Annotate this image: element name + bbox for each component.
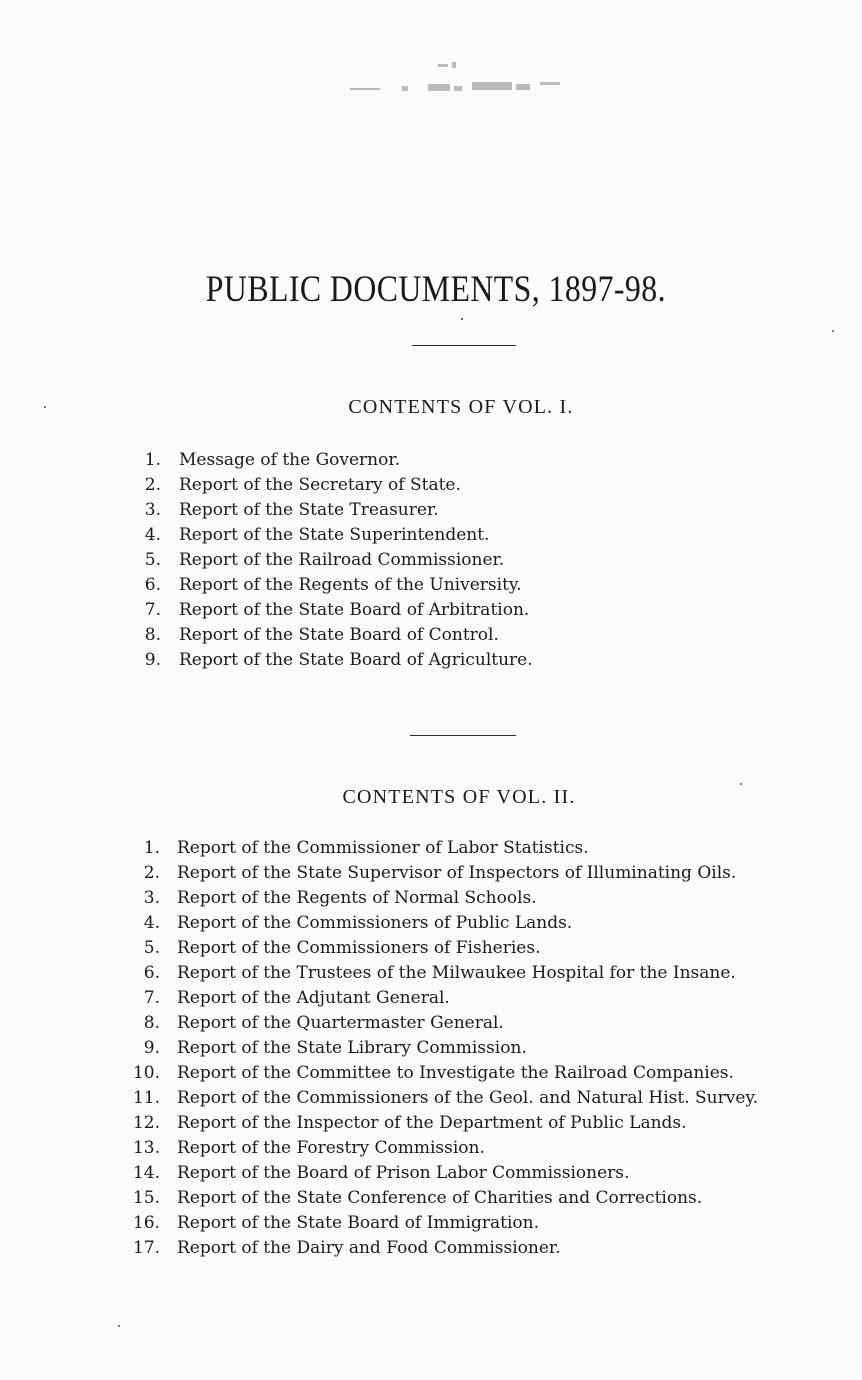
library-stamp-mark [330,62,590,102]
item-text: Report of the State Supervisor of Inspectors of Illuminating Oils. [177,863,737,883]
print-speck [740,783,742,785]
item-number: 11. [132,1088,160,1108]
item-number: 6. [144,575,161,595]
item-number: 3. [144,500,161,520]
item-number: 6. [143,963,160,983]
item-text: Report of the State Superintendent. [179,525,490,545]
item-number: 17. [132,1238,160,1258]
item-text: Report of the Regents of the University. [179,575,522,595]
item-number: 1. [143,838,160,858]
item-text: Report of the Committee to Investigate the Railroad Companies. [177,1063,734,1083]
item-text: Report of the State Board of Immigration. [177,1213,540,1233]
print-speck [44,406,46,408]
item-text: Report of the Inspector of the Department of Public Lands. [177,1113,687,1133]
item-number: 9. [144,650,161,670]
item-text: Report of the State Conference of Charities and Corrections. [177,1188,703,1208]
item-text: Report of the State Board of Control. [179,625,499,645]
item-text: Report of the Commissioners of Public Lands. [177,913,573,933]
item-text: Report of the Trustees of the Milwaukee Hospital for the Insane. [177,963,736,983]
item-number: 5. [144,550,161,570]
item-number: 8. [144,625,161,645]
item-text: Report of the State Board of Arbitration. [179,600,530,620]
print-speck [832,330,834,332]
item-number: 13. [132,1138,160,1158]
item-text: Report of the Quartermaster General. [177,1013,504,1033]
item-number: 4. [144,525,161,545]
item-number: 8. [143,1013,160,1033]
item-text: Report of the Forestry Commission. [177,1138,485,1158]
item-number: 4. [143,913,160,933]
item-text: Report of the Adjutant General. [177,988,450,1008]
item-number: 14. [132,1163,160,1183]
item-number: 12. [132,1113,160,1133]
item-text: Report of the Board of Prison Labor Commissioners. [177,1163,630,1183]
item-text: Report of the Railroad Commissioner. [179,550,505,570]
item-number: 9. [143,1038,160,1058]
item-text: Message of the Governor. [179,450,401,470]
item-number: 2. [144,475,161,495]
item-number: 5. [143,938,160,958]
item-number: 15. [132,1188,160,1208]
volume-1-heading: CONTENTS OF VOL. I. [348,396,574,418]
item-number: 3. [143,888,160,908]
item-text: Report of the State Treasurer. [179,500,439,520]
decorative-dot [461,318,463,320]
item-text: Report of the Commissioner of Labor Statistics. [177,838,589,858]
item-number: 7. [144,600,161,620]
divider-rule [410,735,516,736]
item-text: Report of the State Library Commission. [177,1038,527,1058]
divider-rule [412,345,516,346]
item-number: 16. [132,1213,160,1233]
item-text: Report of the Commissioners of the Geol. and Natural Hist. Survey. [177,1088,759,1108]
item-text: Report of the Secretary of State. [179,475,461,495]
item-number: 1. [144,450,161,470]
item-text: Report of the Commissioners of Fisheries. [177,938,541,958]
print-speck [118,1325,120,1327]
volume-2-heading: CONTENTS OF VOL. II. [342,786,576,808]
item-number: 10. [132,1063,160,1083]
page-title: PUBLIC DOCUMENTS, 1897-98. [205,269,667,310]
item-text: Report of the Dairy and Food Commissioner. [177,1238,561,1258]
item-number: 7. [143,988,160,1008]
item-number: 2. [143,863,160,883]
item-text: Report of the State Board of Agriculture. [179,650,533,670]
item-text: Report of the Regents of Normal Schools. [177,888,537,908]
